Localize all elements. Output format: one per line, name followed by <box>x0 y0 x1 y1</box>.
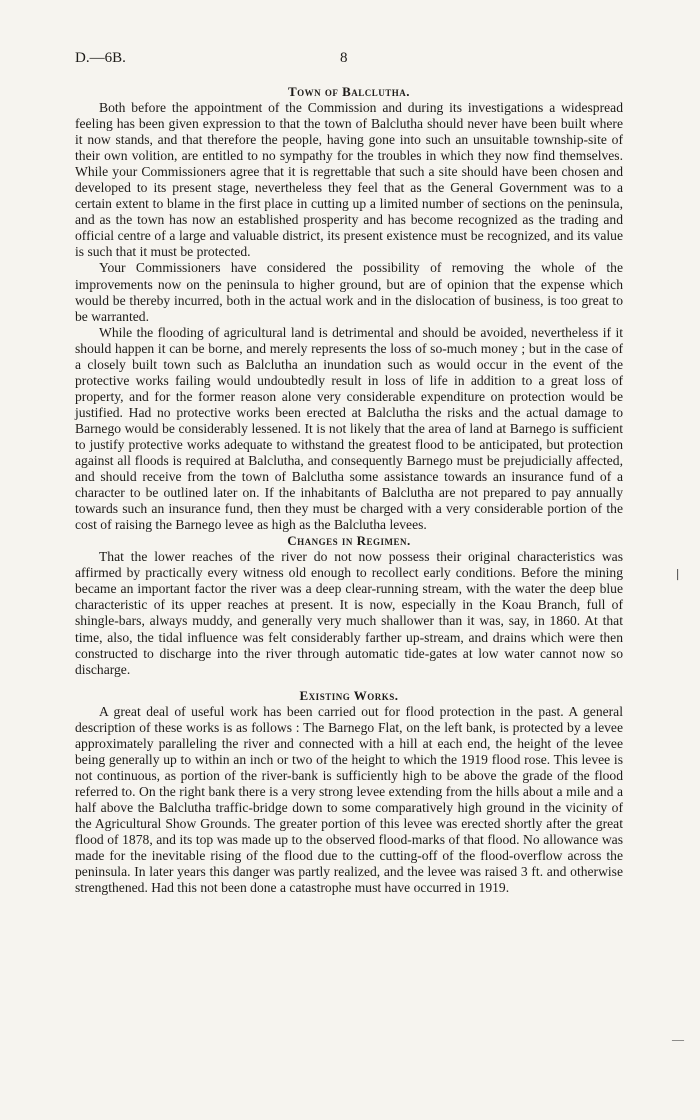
paragraph: Both before the appointment of the Commission and during its investigations a widespread feeling has been given expression to that the town of Balclutha should never have been built where it now stands, and that therefore the people, having gone into such an unsuitable township-site of their own volition, are entitled to no sympathy for the troubles in which they now find themselves. While your Commissioners agree that it is regrettable that such a site should have been chosen and developed to its present stage, nevertheless they feel that as the General Government was to a certain extent to blame in the first place in cutting up a limited number of sections on the peninsula, and as the town has now an established prosperity and has become recognized as the trading and official centre of a large and valuable district, its present existence must be recognized, and its value is such that it must be protected. <box>75 100 623 260</box>
document-page <box>75 50 623 896</box>
paragraph: Your Commissioners have considered the possibility of removing the whole of the improvements now on the peninsula to higher ground, but are of opinion that the expense which would be thereby incurred, both in the actual work and in the dislocation of business, is too great to be warranted. <box>75 260 623 324</box>
section-title-town-of-balclutha: Town of Balclutha. <box>287 84 411 99</box>
paragraph: A great deal of useful work has been carried out for flood protection in the past. A general description of these works is as follows : The Barnego Flat, on the left bank, is protected by a levee approximately paralleling the river and connected with a hill at each end, the height of the levee being generally up to within an inch or two of the height to which the 1919 flood rose. This levee is not continuous, as portion of the river-bank is sufficiently high to be above the grade of the flood referred to. On the right bank there is a very strong levee extending from the hills about a mile and a half above the Balclutha traffic-bridge down to some comparatively high ground in the vicinity of the Agricultural Show Grounds. The greater portion of this levee was erected shortly after the great flood of 1878, and its top was made up to the observed flood-marks of that flood. No allowance was made for the inevitable rising of the flood due to the cutting-off of the flood-overflow across the peninsula. In later years this danger was partly realized, and the levee was raised 3 ft. and otherwise strengthened. Had this not been done a catastrophe must have occurred in 1919. <box>75 703 623 896</box>
margin-tick-mark: ∣ <box>676 568 680 582</box>
document-reference: D.—6B. <box>75 50 126 66</box>
margin-tick-mark: — <box>672 1032 684 1046</box>
section-title-existing-works: Existing Works. <box>299 687 399 703</box>
paragraph: While the flooding of agricultural land is detrimental and should be avoided, nevertheless if it should happen it can be borne, and merely represents the loss of so-much money ; but in the case of a closely built town such as Balclutha an inundation such as would occur in the event of the protective works failing would undoubtedly result in loss of life in addition to a great loss of property, and for the former reason alone very considerable expenditure on protection would be justified. Had no protective works been erected at Balclutha the risks and the actual damage to Barnego would be considerably lessened. It is not likely that the area of land at Barnego is sufficient to justify protective works adequate to withstand the greatest flood to be anticipated, but protection against all floods is required at Balclutha, and consequently Barnego must be prejudicially affected, and should receive from the town of Balclutha some assistance towards an insurance fund of a character to be outlined later on. If the inhabitants of Balclutha are not prepared to pay annually towards such an insurance fund, then they must be charged with a very considerable portion of the cost of raising the Barnego levee as high as the Balclutha levees. <box>75 324 623 533</box>
page-number: 8 <box>340 50 348 66</box>
page-header <box>75 50 623 72</box>
paragraph: That the lower reaches of the river do not now possess their original characteristics was affirmed by practically every witness old enough to recollect early conditions. Before the mining became an important factor the river was a deep clear-running stream, with the water the deep blue characteristic of its upper reaches at present. It is now, especially in the Koau Branch, full of shingle-bars, always muddy, and generally very much shallower than it was, say, in 1860. At that time, also, the tidal influence was felt considerably farther up-stream, and drains which were then constructed to discharge into the river through automatic tide-gates at low water cannot now so discharge. <box>75 549 623 677</box>
section-title-changes-in-regimen: Changes in Regimen. <box>287 533 411 549</box>
